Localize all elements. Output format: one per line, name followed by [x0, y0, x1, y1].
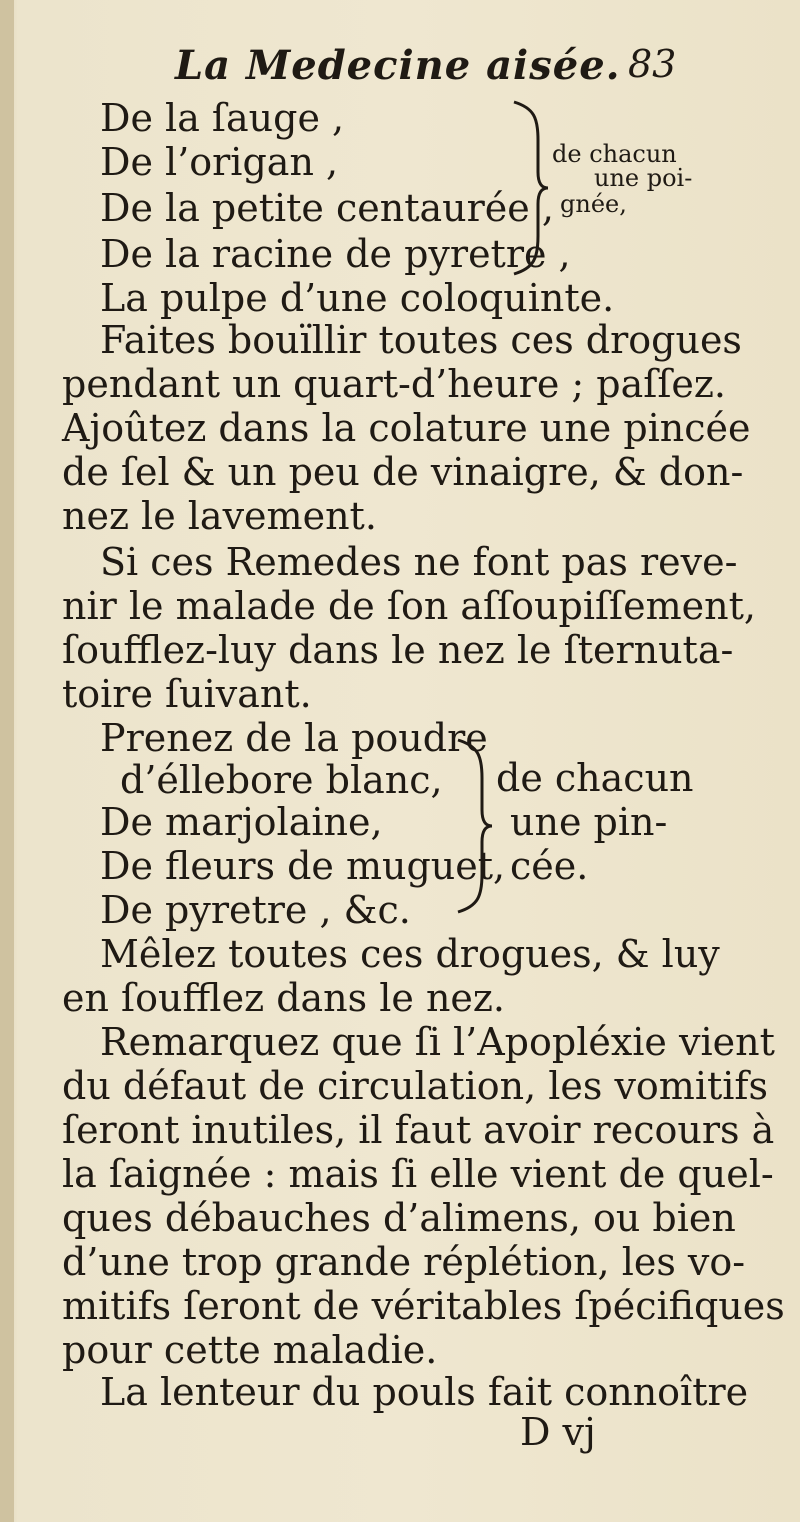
text-line: pendant un quart-d’heure ; paſſez.	[62, 362, 726, 406]
text-line: de ſel & un peu de vinaigre, & don-	[62, 450, 744, 494]
text-line: Si ces Remedes ne font pas reve-	[100, 540, 738, 584]
text-line: nir le malade de ſon aſſoupiſſement,	[62, 584, 756, 628]
recipe-item: De pyretre , &c.	[100, 888, 411, 932]
page-number: 83	[628, 42, 677, 86]
recipe-ingredient: La pulpe d’une coloquinte.	[100, 276, 615, 320]
text-line: nez le lavement.	[62, 494, 377, 538]
brace-note: une poi-	[594, 164, 693, 192]
recipe-item: De l’origan ,	[100, 140, 339, 184]
text-line: Faites bouïllir toutes ces drogues	[100, 318, 742, 362]
recipe-item: De la racine de pyretre ,	[100, 232, 571, 276]
recipe-item: De fleurs de muguet,	[100, 844, 506, 888]
recipe-item: De la ſauge ,	[100, 96, 345, 140]
text-line: Remarquez que ſi l’Apopléxie vient	[100, 1020, 775, 1064]
recipe-item: De la petite centaurée ,	[100, 186, 554, 230]
text-line: La lenteur du pouls fait connoître	[100, 1370, 749, 1414]
text-line: ſoufflez-luy dans le nez le ſternuta-	[62, 628, 734, 672]
text-line: ſeront inutiles, il faut avoir recours à	[62, 1108, 775, 1152]
brace-note: de chacun	[496, 756, 694, 800]
text-line: toire ſuivant.	[62, 672, 312, 716]
curly-brace-icon	[508, 100, 548, 276]
text-line: en ſoufflez dans le nez.	[62, 976, 506, 1020]
brace-note: cée.	[510, 844, 589, 888]
brace-note: gnée,	[560, 190, 627, 218]
recipe-item: d’éllebore blanc,	[120, 758, 443, 802]
brace-note: une pin-	[510, 800, 668, 844]
recipe-item: De marjolaine,	[100, 800, 383, 844]
brace-note: de chacun	[552, 140, 677, 168]
text-line: la ſaignée : mais ſi elle vient de quel-	[62, 1152, 774, 1196]
signature-mark: D vj	[520, 1410, 596, 1454]
recipe-item: Prenez de la poudre	[100, 716, 488, 760]
text-line: ques débauches d’alimens, ou bien	[62, 1196, 736, 1240]
text-line: pour cette maladie.	[62, 1328, 438, 1372]
text-line: du défaut de circulation, les vomitifs	[62, 1064, 768, 1108]
text-line: mitifs ſeront de véritables ſpécifiques	[62, 1284, 785, 1328]
curly-brace-icon	[452, 738, 492, 914]
text-line: Ajoûtez dans la colature une pincée	[62, 406, 751, 450]
running-title: La Medecine aisée.	[175, 42, 621, 89]
text-line: Mêlez toutes ces drogues, & luy	[100, 932, 720, 976]
text-line: d’une trop grande réplétion, les vo-	[62, 1240, 746, 1284]
